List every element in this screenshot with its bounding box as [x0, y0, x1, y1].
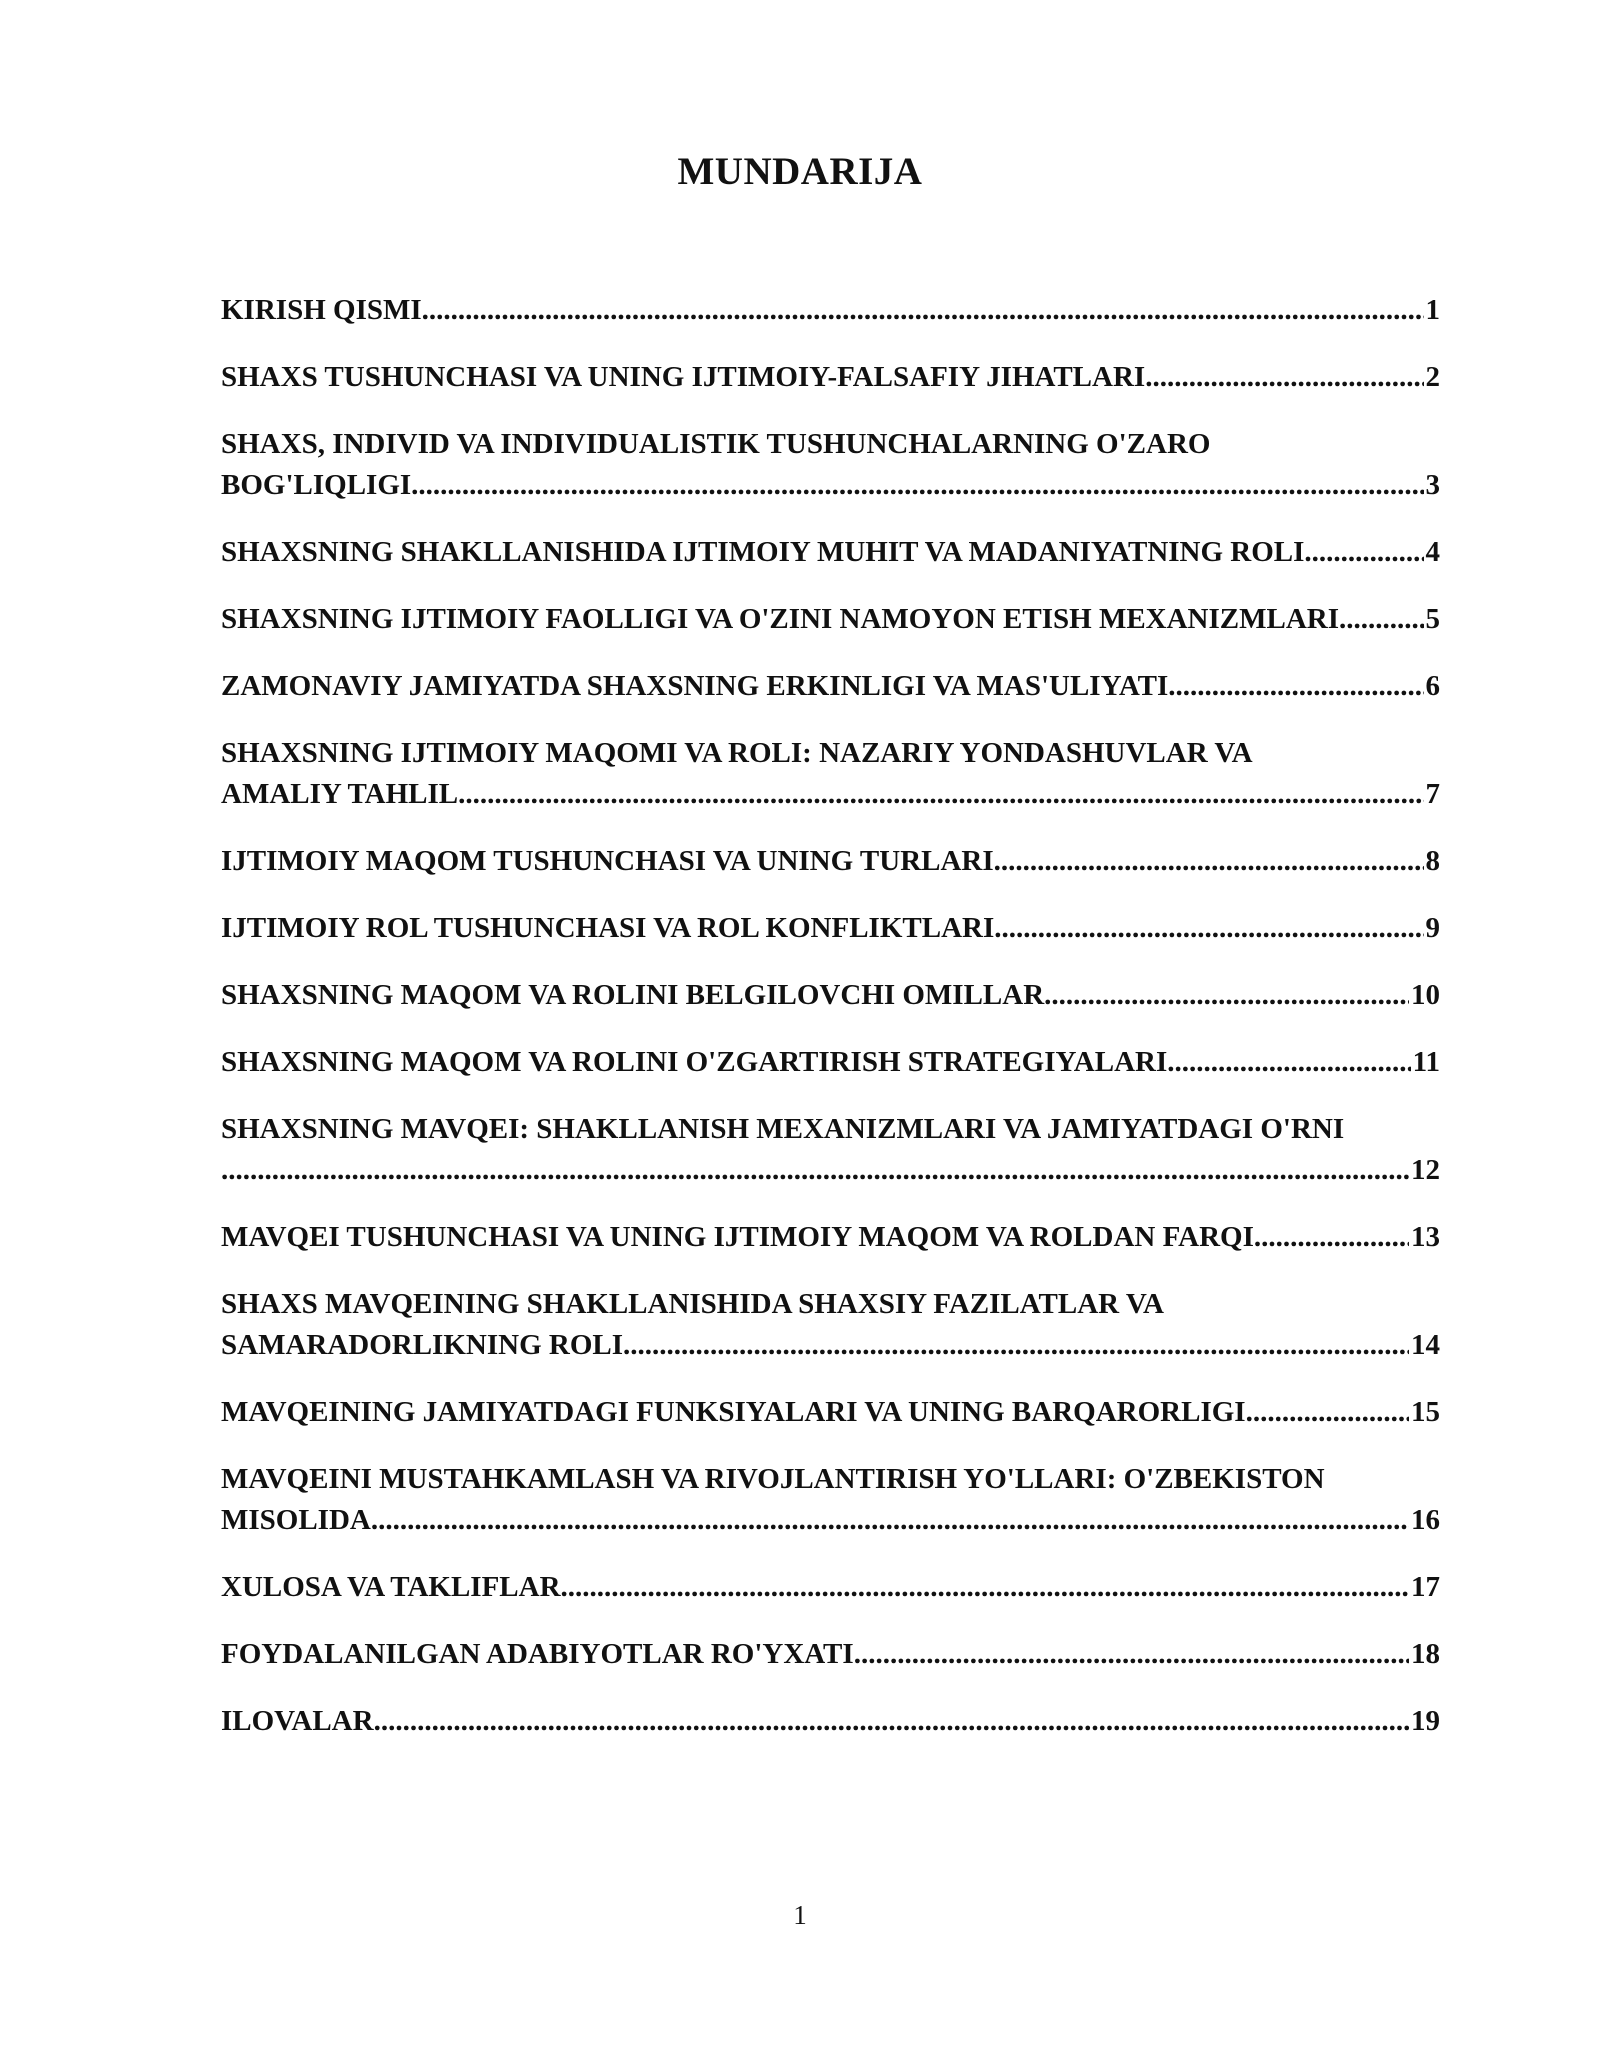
toc-entry-page: 11: [1412, 1046, 1440, 1078]
toc-entry-title: SAMARADORLIKNING ROLI: [221, 1329, 624, 1361]
dot-leader: [1339, 599, 1423, 640]
dot-leader: [994, 841, 1424, 882]
dot-leader: [854, 1634, 1409, 1675]
toc-entry-title: SHAXS TUSHUNCHASI VA UNING IJTIMOIY-FALSAFIY JIHATLARI: [221, 361, 1146, 393]
dot-leader: [221, 1150, 1409, 1191]
toc-entry-page: 13: [1411, 1221, 1440, 1253]
toc-entry-title: IJTIMOIY ROL TUSHUNCHASI VA ROL KONFLIKTLARI: [221, 912, 995, 944]
toc-entry-title-line1: MAVQEINI MUSTAHKAMLASH VA RIVOJLANTIRISH YO'LLARI: O'ZBEKISTON: [221, 1463, 1325, 1495]
toc-entry[interactable]: [221, 290, 1440, 331]
toc-entry-title: FOYDALANILGAN ADABIYOTLAR RO'YXATI: [221, 1638, 854, 1670]
toc-entry-page: 19: [1411, 1705, 1440, 1737]
toc-entry-page: 10: [1411, 979, 1440, 1011]
toc-entry-page: 3: [1425, 469, 1440, 501]
toc-entry-title: MAVQEI TUSHUNCHASI VA UNING IJTIMOIY MAQOM VA ROLDAN FARQI: [221, 1221, 1254, 1253]
toc-entry[interactable]: [221, 908, 1440, 949]
toc-entry-page: 6: [1425, 670, 1440, 702]
toc-entry-title: ILOVALAR: [221, 1705, 374, 1737]
toc-entry-title: AMALIY TAHLIL: [221, 778, 459, 810]
toc-entry-page: 9: [1425, 912, 1440, 944]
dot-leader: [623, 1325, 1409, 1366]
toc-entry-title: SHAXSNING MAQOM VA ROLINI O'ZGARTIRISH STRATEGIYALARI: [221, 1046, 1168, 1078]
dot-leader: [1145, 357, 1423, 398]
toc-entry[interactable]: [221, 599, 1440, 640]
dot-leader: [994, 908, 1423, 949]
toc-entry-title: BOG'LIQLIGI: [221, 469, 412, 501]
toc-entry-page: 5: [1425, 603, 1440, 635]
toc-entry-title: MAVQEINING JAMIYATDAGI FUNKSIYALARI VA UNING BARQARORLIGI: [221, 1396, 1246, 1428]
toc-entry-page: 18: [1411, 1638, 1440, 1670]
dot-leader: [458, 774, 1423, 815]
page-title: MUNDARIJA: [677, 150, 923, 193]
toc-entry-page: 8: [1425, 845, 1440, 877]
toc-entry[interactable]: [221, 357, 1440, 398]
table-of-contents: [221, 290, 1440, 1768]
toc-entry[interactable]: [221, 424, 1440, 506]
toc-entry-page: 14: [1411, 1329, 1440, 1361]
toc-entry[interactable]: [221, 1042, 1440, 1083]
toc-entry-title: SHAXSNING SHAKLLANISHIDA IJTIMOIY MUHIT VA MADANIYATNING ROLI.: [221, 536, 1312, 568]
toc-entry[interactable]: [221, 1109, 1440, 1191]
toc-entry[interactable]: [221, 733, 1440, 815]
toc-entry-title: SHAXSNING IJTIMOIY FAOLLIGI VA O'ZINI NAMOYON ETISH MEXANIZMLARI: [221, 603, 1340, 635]
toc-entry-title: MISOLIDA: [221, 1504, 371, 1536]
page-number: 1: [793, 1900, 807, 1930]
toc-entry[interactable]: [221, 1459, 1440, 1541]
dot-leader: [1312, 532, 1424, 573]
dot-leader: [1254, 1217, 1409, 1258]
toc-entry[interactable]: [221, 1392, 1440, 1433]
toc-entry-title-line1: SHAXSNING IJTIMOIY MAQOMI VA ROLI: NAZARIY YONDASHUVLAR VA: [221, 737, 1253, 769]
dot-leader: [411, 465, 1423, 506]
toc-entry[interactable]: [221, 532, 1440, 573]
toc-entry-title-line1: SHAXS, INDIVID VA INDIVIDUALISTIK TUSHUNCHALARNING O'ZARO: [221, 428, 1211, 460]
toc-entry-title: ZAMONAVIY JAMIYATDA SHAXSNING ERKINLIGI VA MAS'ULIYATI: [221, 670, 1169, 702]
toc-entry[interactable]: [221, 1634, 1440, 1675]
toc-entry-page: 7: [1425, 778, 1440, 810]
toc-entry-title: XULOSA VA TAKLIFLAR: [221, 1571, 561, 1603]
dot-leader: [374, 1701, 1409, 1742]
toc-entry-title: SHAXSNING MAQOM VA ROLINI BELGILOVCHI OMILLAR: [221, 979, 1045, 1011]
toc-entry[interactable]: [221, 975, 1440, 1016]
dot-leader: [561, 1567, 1409, 1608]
dot-leader: [371, 1500, 1409, 1541]
toc-entry-page: 16: [1411, 1504, 1440, 1536]
toc-entry-title: IJTIMOIY MAQOM TUSHUNCHASI VA UNING TURLARI: [221, 845, 994, 877]
toc-entry[interactable]: [221, 1701, 1440, 1742]
toc-entry-title-line1: SHAXSNING MAVQEI: SHAKLLANISH MEXANIZMLARI VA JAMIYATDAGI O'RNI: [221, 1113, 1345, 1145]
toc-entry-page: 4: [1425, 536, 1440, 568]
dot-leader: [1168, 666, 1423, 707]
toc-entry-title: KIRISH QISMI: [221, 294, 422, 326]
dot-leader: [422, 290, 1424, 331]
toc-entry-page: 15: [1411, 1396, 1440, 1428]
dot-leader: [1246, 1392, 1409, 1433]
toc-entry-page: 2: [1425, 361, 1440, 393]
toc-entry[interactable]: [221, 841, 1440, 882]
toc-entry-title-line1: SHAXS MAVQEINING SHAKLLANISHIDA SHAXSIY FAZILATLAR VA: [221, 1288, 1164, 1320]
toc-entry-page: 17: [1411, 1571, 1440, 1603]
toc-entry[interactable]: [221, 666, 1440, 707]
toc-entry[interactable]: [221, 1567, 1440, 1608]
toc-entry-page: 12: [1411, 1154, 1440, 1186]
dot-leader: [1044, 975, 1409, 1016]
dot-leader: [1167, 1042, 1410, 1083]
toc-entry[interactable]: [221, 1217, 1440, 1258]
toc-entry-page: 1: [1425, 294, 1440, 326]
toc-entry[interactable]: [221, 1284, 1440, 1366]
